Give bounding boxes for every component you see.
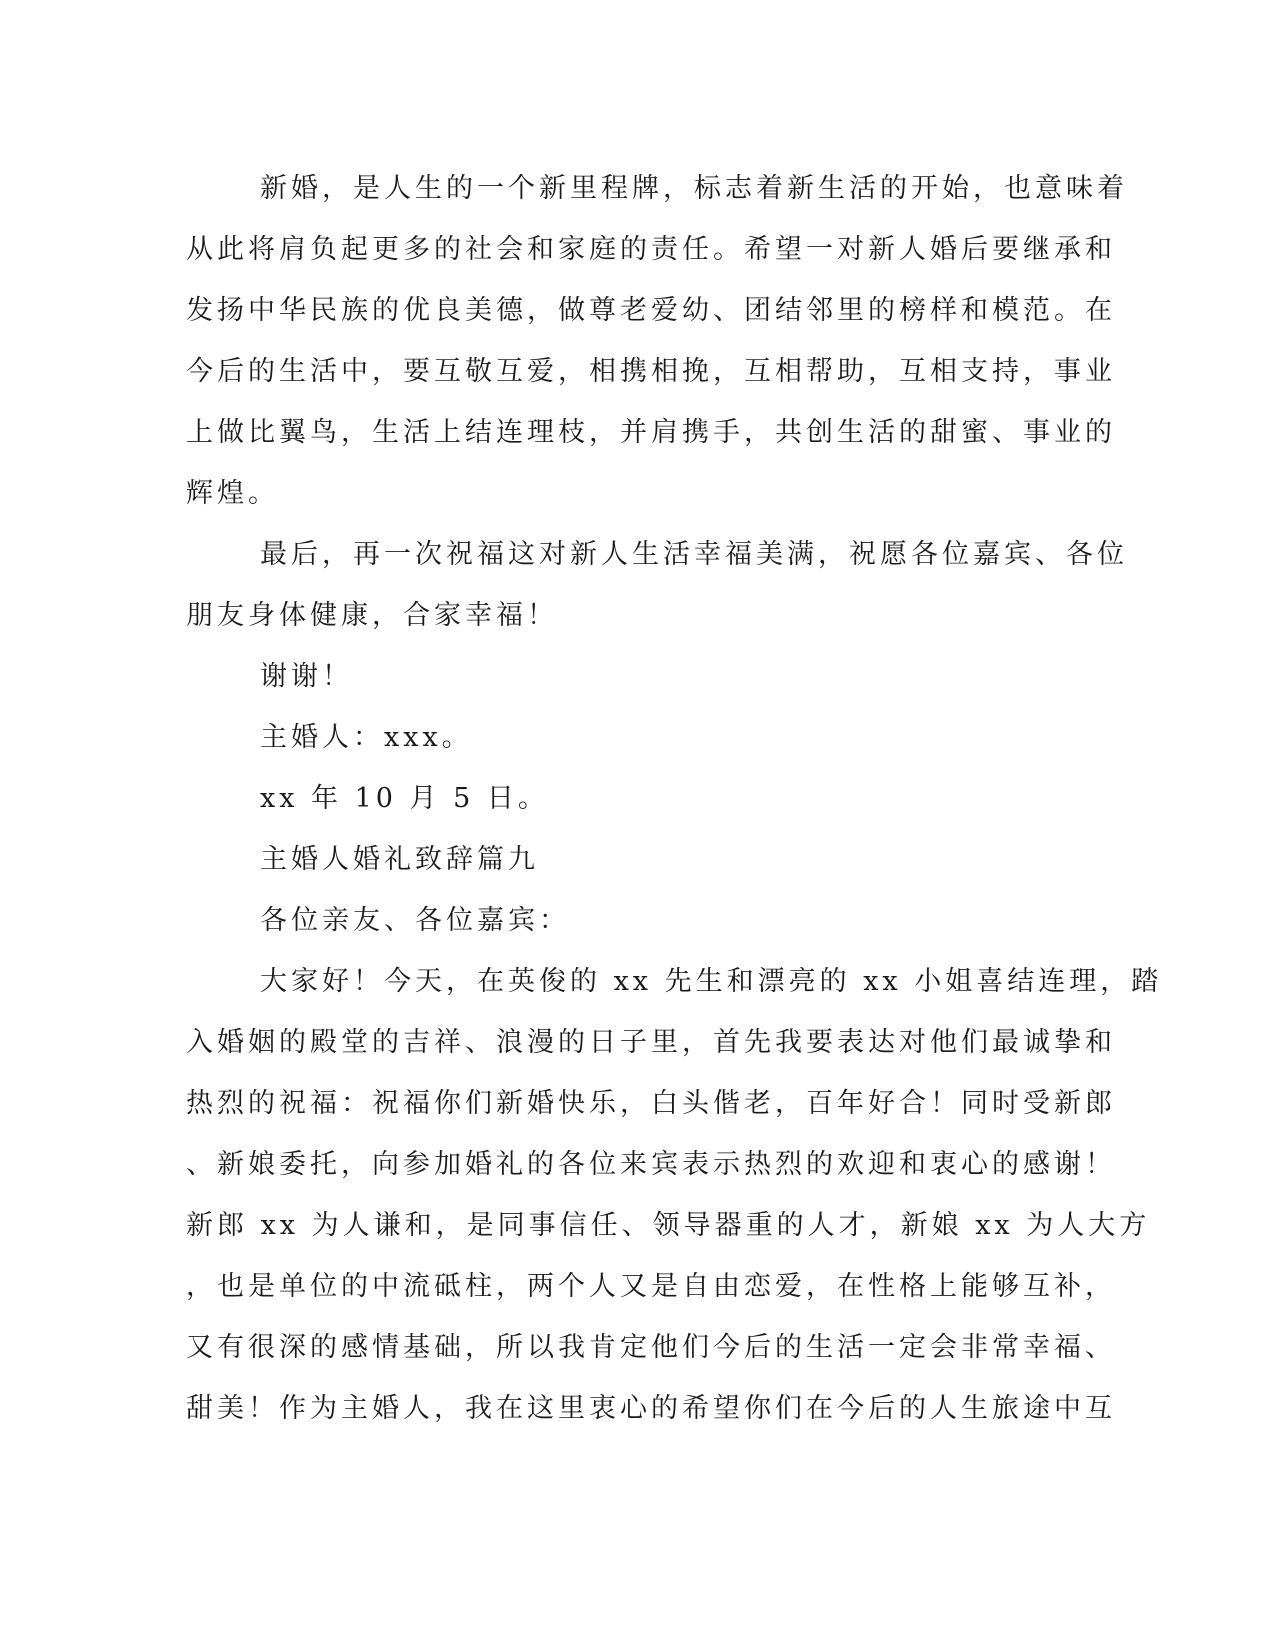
text-line: 又有很深的感情基础，所以我肯定他们今后的生活一定会非常幸福、 [186, 1332, 1116, 1363]
text-line: xx 年 10 月 5 日。 [260, 783, 549, 814]
text-line: 主婚人：xxx。 [260, 722, 473, 753]
text-line: 谢谢！ [260, 661, 353, 692]
text-line: 从此将肩负起更多的社会和家庭的责任。希望一对新人婚后要继承和 [186, 234, 1116, 265]
text-line: 甜美！作为主婚人，我在这里衷心的希望你们在今后的人生旅途中互 [186, 1393, 1116, 1424]
text-line: 各位亲友、各位嘉宾： [260, 905, 570, 936]
text-line: 最后，再一次祝福这对新人生活幸福美满，祝愿各位嘉宾、各位 [260, 539, 1128, 570]
section-heading [186, 829, 1066, 890]
text-line: 主婚人婚礼致辞篇九 [260, 844, 539, 875]
text-line: 朋友身体健康，合家幸福！ [186, 600, 558, 631]
paragraph-date [186, 768, 1066, 829]
text-line: 入婚姻的殿堂的吉祥、浪漫的日子里，首先我要表达对他们最诚挚和 [186, 1027, 1116, 1058]
document-body [186, 158, 1163, 1439]
paragraph-officiant-signature [186, 707, 1066, 768]
text-line: 发扬中华民族的优良美德，做尊老爱幼、团结邻里的榜样和模范。在 [186, 295, 1116, 326]
text-line: 新婚，是人生的一个新里程牌，标志着新生活的开始，也意味着 [260, 173, 1128, 204]
text-line: ，也是单位的中流砥柱，两个人又是自由恋爱，在性格上能够互补， [186, 1271, 1116, 1302]
text-line: 新郎 xx 为人谦和，是同事信任、领导器重的人才，新娘 xx 为人大方 [186, 1210, 1151, 1241]
paragraph-blessing-responsibility [186, 158, 1128, 524]
paragraph-speech-opening [186, 951, 1163, 1439]
text-line: 热烈的祝福：祝福你们新婚快乐，白头偕老，百年好合！同时受新郎 [186, 1088, 1116, 1119]
paragraph-final-wishes [186, 524, 1128, 646]
text-line: 、新娘委托，向参加婚礼的各位来宾表示热烈的欢迎和衷心的感谢！ [186, 1149, 1116, 1180]
paragraph-salutation [186, 890, 1066, 951]
paragraph-thanks [186, 646, 1066, 707]
text-line: 上做比翼鸟，生活上结连理枝，并肩携手，共创生活的甜蜜、事业的 [186, 417, 1116, 448]
text-line: 今后的生活中，要互敬互爱，相携相挽，互相帮助，互相支持，事业 [186, 356, 1116, 387]
text-line: 辉煌。 [186, 478, 279, 509]
text-line: 大家好！今天，在英俊的 xx 先生和漂亮的 xx 小姐喜结连理，踏 [260, 966, 1163, 997]
